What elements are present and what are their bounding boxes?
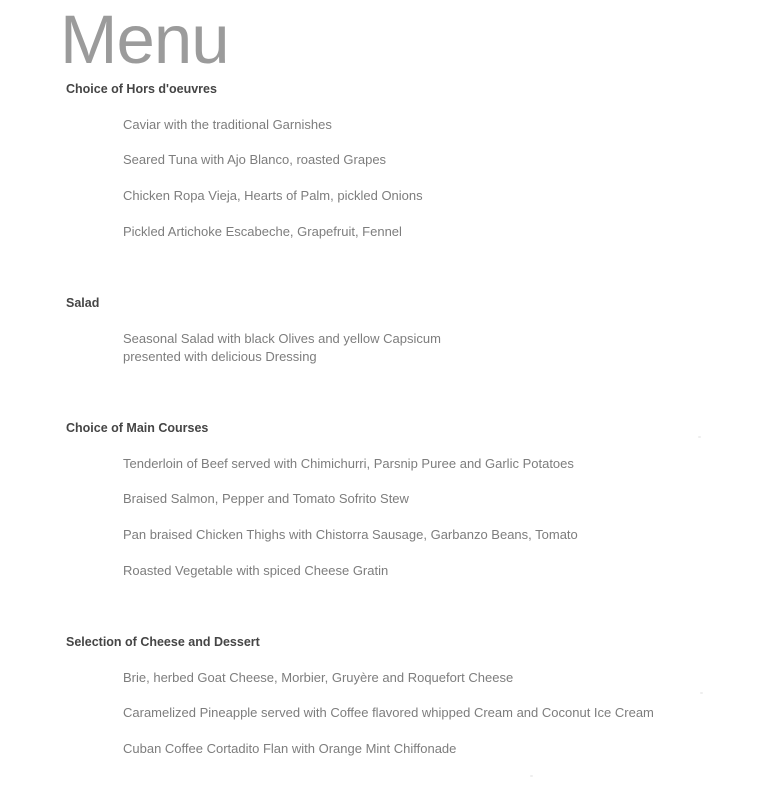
section-heading: Choice of Main Courses [66, 421, 209, 435]
section-heading: Salad [66, 296, 100, 310]
section-heading: Choice of Hors d'oeuvres [66, 82, 217, 96]
menu-item: Seared Tuna with Ajo Blanco, roasted Grapes [123, 152, 387, 167]
menu-item: Tenderloin of Beef served with Chimichurri, Parsnip Puree and Garlic Potatoes [123, 456, 574, 471]
menu-item: Caviar with the traditional Garnishes [123, 117, 332, 132]
scan-speck [700, 692, 703, 694]
menu-item-line: presented with delicious Dressing [123, 349, 317, 364]
menu-item-line: Seasonal Salad with black Olives and yellow Capsicum [123, 331, 441, 346]
menu-item [123, 330, 441, 366]
section-heading: Selection of Cheese and Dessert [66, 635, 260, 649]
page-title: Menu [60, 1, 229, 78]
menu-item: Cuban Coffee Cortadito Flan with Orange Mint Chiffonade [123, 741, 457, 756]
scan-speck [530, 775, 533, 777]
menu-item: Braised Salmon, Pepper and Tomato Sofrito Stew [123, 491, 409, 506]
menu-item: Caramelized Pineapple served with Coffee flavored whipped Cream and Coconut Ice Cream [123, 705, 654, 720]
menu-item: Brie, herbed Goat Cheese, Morbier, Gruyère and Roquefort Cheese [123, 670, 514, 685]
menu-item: Roasted Vegetable with spiced Cheese Gratin [123, 563, 389, 578]
menu-item: Pan braised Chicken Thighs with Chistorra Sausage, Garbanzo Beans, Tomato [123, 527, 578, 542]
menu-item: Chicken Ropa Vieja, Hearts of Palm, pickled Onions [123, 188, 423, 203]
menu-item: Pickled Artichoke Escabeche, Grapefruit, Fennel [123, 224, 402, 239]
scan-speck [698, 436, 701, 438]
